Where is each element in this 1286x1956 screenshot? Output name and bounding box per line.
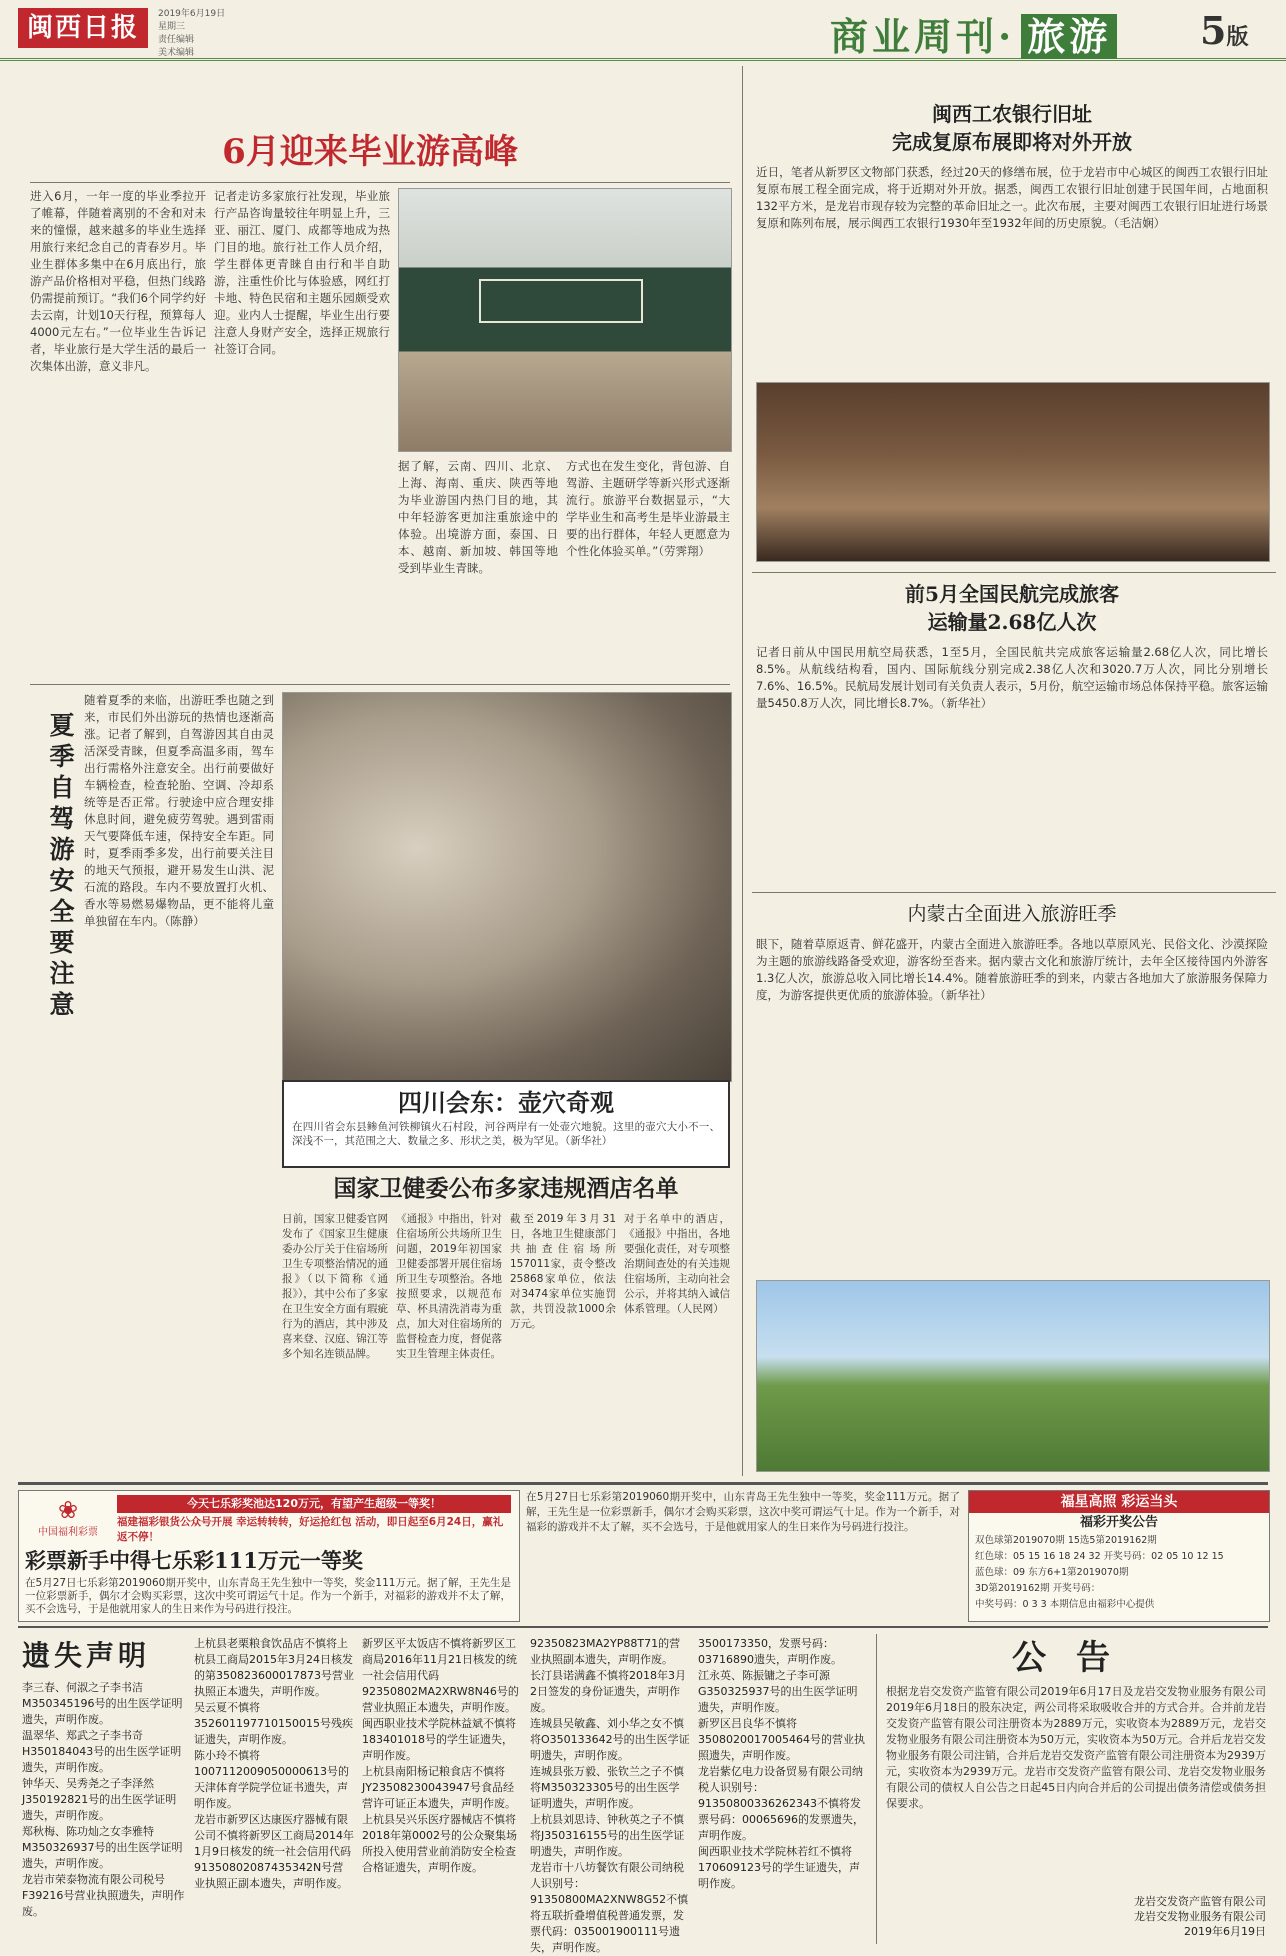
aviation-article-title-line2: 运输量2.68亿人次 (927, 610, 1097, 634)
divider (30, 684, 730, 685)
lottery-story-continued: 在5月27日七乐彩第2019060期开奖中，山东青岛王先生独中一等奖，奖金111万元。据了解，王先生是一位彩票新手，偶尔才会购买彩票，这次中奖可谓运气十足。作为一个新手，对福彩的游戏并不太了解，买不会选号，于是他就用家人的生日来作为号码进行投注。 (526, 1491, 960, 1533)
lost-notice: 江永英、陈振镛之子李可源G350325937号的出生医学证明遗失，声明作废。 (698, 1669, 858, 1714)
lottery-banner-1: 今天七乐彩奖池达120万元，有望产生超级一等奖！ (117, 1495, 511, 1513)
section-divider (18, 1626, 1268, 1628)
notice-signature: 龙岩交发资产监管有限公司 (1134, 1895, 1266, 1908)
lost-notices-col5 (698, 1636, 868, 1944)
lottery-result-line: 中奖号码：0 3 3 本期信息由福彩中心提供 (975, 1599, 1155, 1610)
notice-signature: 龙岩交发物业服务有限公司 (1134, 1910, 1266, 1923)
newspaper-logo: 闽西日报 (18, 8, 148, 48)
lost-notice: 闽西职业技术学院林若红不慎将170609123号的学生证遗失，声明作废。 (698, 1845, 860, 1890)
lost-notices-col1 (22, 1680, 186, 1944)
lost-notice: 上杭县南阳杨记粮食店不慎将JY23508230043947号食品经营许可证正本遗失，声明作废。 (362, 1765, 516, 1810)
lost-notice: 龙岩市新罗区达康医疗器械有限公司不慎将新罗区工商局2014年1月9日核发的统一社会信用代码91350802087435342N号营业执照正副本遗失，声明作废。 (194, 1813, 354, 1890)
notice-signatures (886, 1894, 1266, 1939)
lost-notice: 吴云夏不慎将352601197710150015号残疾证遗失，声明作废。 (194, 1701, 353, 1746)
grassland-yurt-photo (756, 1280, 1270, 1472)
meta-line: 责任编辑 (158, 35, 195, 45)
lost-notice: 钟华天、吴秀尧之子李泽然J350192821号的出生医学证明遗失，声明作废。 (22, 1777, 177, 1822)
lost-notice: 新罗区吕良华不慎将3508020017005464号的营业执照遗失，声明作废。 (698, 1717, 865, 1762)
bank-article-body: 近日，笔者从新罗区文物部门获悉，经过20天的修缮布展，位于龙岩市中心城区的闽西工农银行旧址复原布展工程全面完成，将于近期对外开放。据悉，闽西工农银行旧址创建于民国年间，占地面积132平方米，是龙岩市现存较为完整的革命旧址之一。此次布展，主要对闽西工农银行旧址进行场景复原和陈列布展，展示闽西工农银行1930年至1932年间的历史原貌。（毛洁娴） (756, 165, 1268, 230)
welfare-lottery-logo (25, 1497, 111, 1537)
notice-body: 根据龙岩交发资产监管有限公司2019年6月17日及龙岩交发物业服务有限公司2019年6月18日的股东决定，两公司将采取吸收合并的方式合并。合并前龙岩交发资产监管有限公司注册资本为2889万元，实收资本为2889万元，龙岩交发物业服务有限公司注册资本为50万元，实收资本为50万元。合并后龙岩交发物业服务有限公司注销，合并后龙岩交发资产监管有限公司注册资本为2939万元，实收资本为2939万元。龙岩市交发资产监管有限公司、龙岩交发物业服务有限公司的债权人自公告之日起45日内向合并后的公司提出债务清偿或债务担保要求。 (886, 1685, 1266, 1810)
lost-notices-title: 遗失声明 (22, 1639, 151, 1672)
lost-notices-col4 (530, 1636, 690, 1954)
lost-notice: 新罗区平太饭店不慎将新罗区工商局2016年11月21日核发的统一社会信用代码92350802MA2XRW8N46号的营业执照正本遗失，声明作废。 (362, 1637, 519, 1714)
lottery-results-subheader: 福彩开奖公告 (1079, 1515, 1158, 1530)
aviation-article-body: 记者日前从中国民用航空局获悉，1至5月，全国民航共完成旅客运输量2.68亿人次，同比增长8.5%。从航线结构看，国内、国际航线分别完成2.38亿人次和3020.7万人次，同比分别增长7.6%、16.5%。民航局发展计划司有关负责人表示，5月份，航空运输市场总体保持平稳。旅客运输量5450.8万人次，同比增长8.7%。（新华社） (756, 645, 1268, 710)
divider (30, 182, 730, 183)
divider (752, 892, 1276, 893)
lottery-banner-2: 福建福彩银货公众号开展 幸运转转转，好运抢红包 活动，即日起至6月24日，赢礼返不停！ (117, 1516, 504, 1543)
meta-line: 美术编辑 (158, 48, 195, 58)
lottery-headline: 彩票新手中得七乐彩111万元一等奖 (25, 1548, 363, 1573)
photo-caption-text: 在四川省会东县鲹鱼河铁柳镇火石村段，河谷两岸有一处壶穴地貌。这里的壶穴大小不一、深浅不一，其范围之大、数量之多、形状之美，极为罕见。（新华社） (292, 1121, 720, 1147)
section-divider (18, 1482, 1268, 1485)
lost-notices-col2 (194, 1636, 354, 1944)
lottery-logo-icon: ❀ (57, 1496, 79, 1524)
lottery-results-box (968, 1490, 1270, 1622)
lost-notice: 陈小玲不慎将1007112009050000613号的天津体育学院学位证书遗失，声明作废。 (194, 1749, 349, 1810)
column-divider (742, 66, 743, 1476)
bank-interior-photo (756, 382, 1270, 562)
lost-notice: 闽西职业技术学院林益斌不慎将183401018号的学生证遗失，声明作废。 (362, 1717, 516, 1762)
grad-article-col4: 方式也在发生变化，背包游、自驾游、主题研学等新兴形式逐渐流行。旅游平台数据显示，“大学毕业生和高考生是毕业游最主要的出行群体，年轻人更愿意为个性化体验买单。”（劳霁翔） (566, 459, 730, 558)
notice-title: 公告 (1012, 1638, 1140, 1678)
lottery-result-line: 红色球：05 15 16 18 24 32 开奖号码：02 05 10 12 15 (975, 1551, 1224, 1562)
lost-notice: 连城县张万毅、张钦兰之子不慎将M350323305号的出生医学证明遗失，声明作废。 (530, 1765, 684, 1810)
lost-notice: 龙岩紫亿电力设备贸易有限公司纳税人识别号：91350800336262343不慎将发票号码：00065696的发票遗失，声明作废。 (698, 1765, 864, 1842)
masthead (0, 0, 1286, 61)
aviation-article-title-line1: 前5月全国民航完成旅客 (905, 582, 1119, 606)
page-number-unit: 版 (1226, 24, 1249, 50)
lottery-ad (18, 1490, 520, 1622)
lost-notice: 郑秋梅、陈功灿之女李雅特M350326937号的出生医学证明遗失，声明作废。 (22, 1825, 183, 1870)
lost-notice: 上杭县老栗粮食饮品店不慎将上杭县工商局2015年3月24日核发的第350823600017873号营业执照正本遗失，声明作废。 (194, 1637, 354, 1698)
photo-caption (282, 1080, 730, 1168)
grad-article-col2: 记者走访多家旅行社发现，毕业旅行产品咨询量较往年明显上升，三亚、丽江、厦门、成都等地成为热门目的地。旅行社工作人员介绍，学生群体更青睐自由行和半自助游，注重性价比与体验感，网红打卡地、特色民宿和主题乐园颇受欢迎。业内人士提醒，毕业生出行要注意人身财产安全，选择正规旅行社签订合同。 (214, 189, 390, 356)
meta-line: 2019年6月19日 (158, 9, 226, 19)
meta-line: 星期三 (158, 22, 186, 32)
lottery-body: 在5月27日七乐彩第2019060期开奖中，山东青岛王先生独中一等奖，奖金111万元。据了解，王先生是一位彩票新手，偶尔才会购买彩票，这次中奖可谓运气十足。作为一个新手，对福彩的游戏并不太了解，买不会选号，于是他就用家人的生日来作为号码进行投注。 (25, 1577, 511, 1615)
photo-caption-title: 四川会东：壶穴奇观 (398, 1088, 614, 1117)
lottery-results-header: 福星高照 彩运当头 (969, 1491, 1269, 1513)
section-tag: 旅游 (1021, 14, 1117, 59)
lost-notice: 龙岩市十八坊餐饮有限公司纳税人识别号：91350800MA2XNW8G52不慎将五联折叠增值税普通发票，发票代码：035001900111号遗失，声明作废。 (530, 1861, 689, 1954)
hotel-article-col1: 日前，国家卫健委官网发布了《国家卫生健康委办公厅关于住宿场所卫生专项整治情况的通报》（以下简称《通报》），其中公布了多家在卫生安全方面有瑕疵行为的酒店，其中涉及喜来登、汉庭、锦江等多个知名连锁品牌。 (282, 1213, 388, 1360)
grad-article-col1: 进入6月，一年一度的毕业季拉开了帷幕，伴随着离别的不舍和对未来的憧憬，越来越多的毕业生选择用旅行来纪念自己的青春岁月。毕业生群体多集中在6月底出行，旅游产品价格相对平稳，但热门线路仍需提前预订。“我们6个同学约好去云南，计划10天行程，预算每人4000元左右。”一位毕业生告诉记者，毕业旅行是大学生活的最后一次集体出游，意义非凡。 (30, 189, 206, 373)
chalkboard-writing (479, 279, 643, 323)
lost-notice: 龙岩市荣泰物流有限公司税号F39216号营业执照遗失，声明作废。 (22, 1873, 185, 1918)
section-name: 商业周刊 (830, 14, 999, 59)
divider (876, 1634, 877, 1944)
hotel-article-col2: 《通报》中指出，针对住宿场所公共场所卫生问题，2019年初国家卫健委部署开展住宿场所卫生专项整治。各地按照要求，以规范布草、杯具清洗消毒为重点，加大对住宿场所的监督检查力度，督促落实卫生管理主体责任。 (396, 1213, 502, 1360)
grad-article-title: 6月迎来毕业游高峰 (222, 132, 518, 172)
lost-notice: 李三春、何淑之子李书洁M350345196号的出生医学证明遗失，声明作废。 (22, 1681, 183, 1726)
hotel-article-col4: 对于名单中的酒店，《通报》中指出，各地要强化责任，对专项整治期间查处的有关违规住宿场所，主动向社会公示，并将其纳入诚信体系管理。（人民网） (624, 1213, 730, 1315)
bank-article-title-line2: 完成复原布展即将对外开放 (892, 130, 1132, 154)
bank-article-title-line1: 闽西工农银行旧址 (932, 102, 1092, 126)
hotel-article-title: 国家卫健委公布多家违规酒店名单 (333, 1175, 679, 1202)
lottery-result-line: 蓝色球：09 东方6+1第2019070期 (975, 1567, 1129, 1578)
drive-article-title: 夏季自驾游安全要注意 (46, 712, 75, 1022)
lost-notice: 92350823MA2YP88T71的营业执照副本遗失，声明作废。 (530, 1637, 681, 1666)
lost-notice: 上杭县刘思诗、钟秋英之子不慎将J350316155号的出生医学证明遗失，声明作废。 (530, 1813, 685, 1858)
pothole-landform-photo (282, 692, 732, 1082)
section-dot: · (998, 14, 1016, 59)
lottery-result-line: 双色球第2019070期 15选5第2019162期 (975, 1535, 1157, 1546)
divider (752, 572, 1276, 573)
drive-article-body: 随着夏季的来临，出游旺季也随之到来，市民们外出游玩的热情也逐渐高涨。记者了解到，自驾游因其自由灵活深受青睐，但夏季高温多雨，驾车出行需格外注意安全。出行前要做好车辆检查，检查轮胎、空调、冷却系统等是否正常。行驶途中应合理安排休息时间，避免疲劳驾驶。遇到雷雨天气要降低车速，保持安全车距。同时，夏季雨季多发，出行前要关注目的地天气预报，避开易发生山洪、泥石流的路段。车内不要放置打火机、香水等易燃易爆物品，更不能将儿童单独留在车内。（陈静） (84, 693, 274, 928)
grad-article-col3: 据了解，云南、四川、北京、上海、海南、重庆、陕西等地为毕业游国内热门目的地，其中年轻游客更加注重旅途中的体验。出境游方面，泰国、日本、越南、新加坡、韩国等地受到毕业生青睐。 (398, 459, 558, 575)
lottery-result-line: 3D第2019162期 开奖号码： (975, 1583, 1101, 1594)
notice-date: 2019年6月19日 (1184, 1925, 1266, 1938)
lost-notice: 温翠华、郑武之子李书奇H350184043号的出生医学证明遗失，声明作废。 (22, 1729, 182, 1774)
lost-notice: 长汀县诺满鑫不慎将2018年3月2日签发的身份证遗失，声明作废。 (530, 1669, 686, 1714)
lost-notice: 连城县吴敏鑫、刘小华之女不慎将O350133642号的出生医学证明遗失，声明作废。 (530, 1717, 690, 1762)
graduation-photo (398, 188, 732, 452)
section-title (830, 6, 1117, 61)
page-number-value: 5 (1200, 8, 1227, 53)
masthead-meta (158, 8, 358, 60)
lost-notice: 上杭县吴兴乐医疗器械店不慎将2018年第0002号的公众聚集场所投入使用营业前消防安全检查合格证遗失，声明作废。 (362, 1813, 517, 1874)
mongolia-article-title: 内蒙古全面进入旅游旺季 (907, 903, 1117, 925)
page-number (1200, 8, 1248, 53)
hotel-article-col3: 截至2019年3月31日，各地卫生健康部门共抽查住宿场所157011家，责令整改25868家单位，依法对3474家单位实施罚款，共罚没款1000余万元。 (510, 1213, 616, 1330)
mongolia-article-body: 眼下，随着草原返青、鲜花盛开，内蒙古全面进入旅游旺季。各地以草原风光、民俗文化、沙漠探险为主题的旅游线路备受欢迎，游客纷至沓来。据内蒙古文化和旅游厅统计，去年全区接待国内外游客1.3亿人次，旅游总收入同比增长14.4%。随着旅游旺季的到来，内蒙古各地加大了旅游服务保障力度，为游客提供更优质的旅游体验。（新华社） (756, 937, 1268, 1002)
lost-notice: 3500173350，发票号码：03716890遗失，声明作废。 (698, 1637, 842, 1666)
lost-notices-col3 (362, 1636, 522, 1944)
lottery-logo-text: 中国福利彩票 (38, 1527, 98, 1538)
